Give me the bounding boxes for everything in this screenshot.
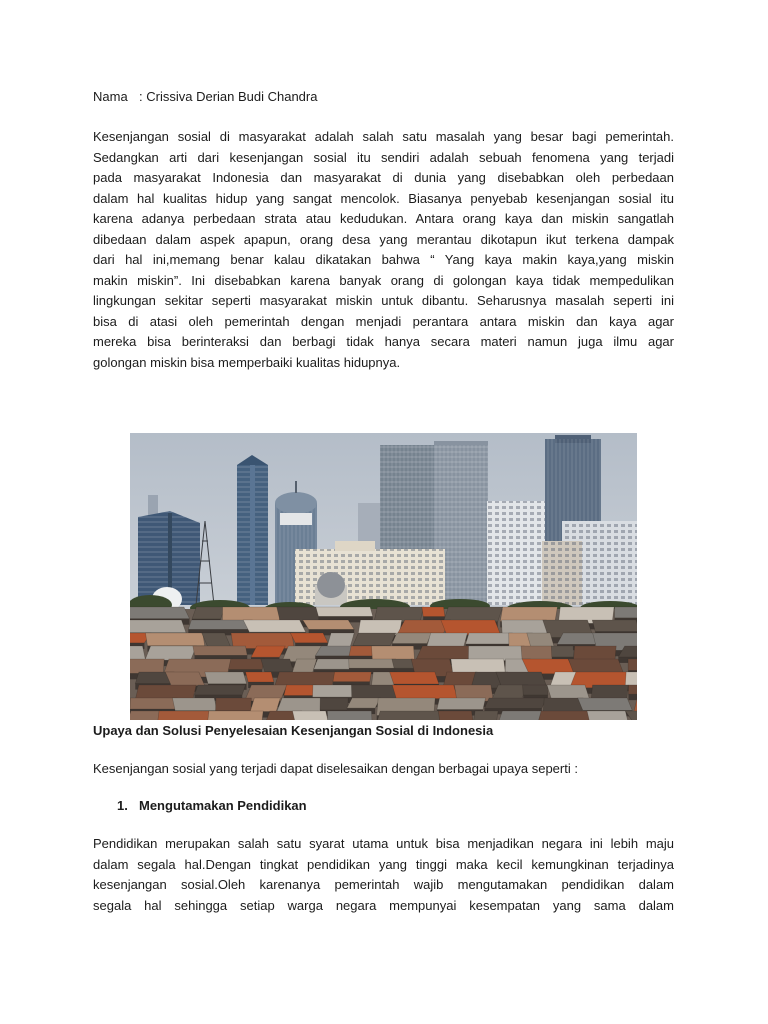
slum-roof: [172, 698, 216, 711]
author-name: Crissiva Derian Budi Chandra: [146, 89, 318, 104]
name-label: Nama: [93, 89, 128, 104]
intro-paragraph: [93, 127, 674, 373]
slum-roof: [578, 698, 633, 710]
slum-roof: [157, 711, 209, 720]
slum-roof: [314, 659, 353, 669]
list-number: 1.: [117, 798, 128, 813]
list-item: [117, 796, 674, 817]
slum-roof: [192, 607, 225, 619]
paragraph-line: dalam hal kualitas hidup yang sangat mencolok. Biasanya penyebab kesenjangan sosial itu: [93, 190, 674, 206]
slum-roof: [416, 646, 474, 659]
slum-roof: [451, 659, 505, 672]
slum-roof: [145, 646, 196, 660]
author-line: [93, 87, 674, 108]
paragraph-line: dibedaan dalam aspek apapun, orang desa yang merantau dikotapun ikut terkena dampak: [93, 231, 674, 247]
slum-roof: [303, 620, 354, 629]
paragraph-line: dari hal ini,memang benar kalau dikatakan bahwa “ Yang kaya makin kaya,yang miskin: [93, 252, 674, 267]
slum-roof: [502, 620, 548, 635]
slum-roof: [316, 607, 373, 616]
cityscape-photo: [130, 433, 637, 720]
slum-roof: [130, 711, 162, 720]
slum-roof: [500, 607, 557, 621]
slum-roof: [523, 685, 548, 695]
education-paragraph: [93, 834, 674, 916]
slum-roof: [205, 672, 247, 684]
slum-roof: [443, 607, 502, 622]
paragraph-line: segala hal sehingga setiap warga negara mempunyai kesempatan yang sama dalam: [93, 897, 674, 913]
slum-roof: [130, 659, 164, 673]
slum-roof: [290, 633, 328, 643]
slum-roof: [216, 698, 252, 711]
paragraph-line: golongan miskin bisa memperbaiki kualitas hidupnya.: [93, 354, 401, 370]
slum-roof: [371, 646, 414, 660]
slum-roof: [320, 698, 348, 710]
slum-roof: [390, 672, 439, 684]
slum-roof: [251, 646, 285, 657]
paragraph-line: karena adanya perbedaan strata atau kedudukan. Antara orang kaya dan miskin sangatlah: [93, 211, 674, 226]
slum-roof: [145, 633, 204, 646]
paragraph-line: lingkungan sekitar seperti masyarakat miskin untuk dibantu. Seharusnya masalah seperti ini: [93, 293, 674, 308]
slum-roof: [392, 633, 432, 644]
section-lead: Kesenjangan sosial yang terjadi dapat diselesaikan dengan berbagai upaya seperti :: [93, 761, 578, 776]
slum-roof: [130, 607, 189, 619]
slum-roof: [245, 672, 273, 682]
slum-roof: [349, 646, 374, 656]
slum-roof: [284, 685, 316, 696]
slum-roof: [130, 698, 177, 709]
slum-roof: [591, 685, 628, 699]
slum-roof: [625, 672, 637, 685]
slum-roof: [484, 698, 546, 708]
paragraph-line: Sedangkan arti dari kesenjangan sosial itu sendiri adalah sebuah fenomena yang terjadi: [93, 149, 674, 165]
slum-roof: [522, 659, 575, 674]
slum-roof: [228, 659, 264, 670]
slum-roof: [165, 672, 205, 686]
paragraph-line: kesenjangan sosial.Oleh karenanya pemerintah wajib mengutamakan pendidikan dalam: [93, 877, 674, 892]
slum-roof: [551, 646, 573, 657]
slum-roof: [392, 685, 457, 699]
paragraph-line: Kesenjangan sosial di masyarakat adalah salah satu masalah yang besar bagi pemerintah.: [93, 129, 674, 144]
slum-roof: [468, 646, 524, 661]
slum-roof: [628, 685, 637, 694]
slum-roof: [438, 711, 474, 720]
slum-roof: [327, 711, 372, 720]
slum-roof: [195, 685, 246, 695]
slum-roof: [538, 711, 595, 720]
slum-roof: [441, 620, 501, 635]
paragraph-line: mereka bisa berinteraksi dan berbagi tidak hanya secara materi namun juga ilmu agar: [93, 334, 674, 349]
name-separator: :: [139, 89, 147, 104]
slum-roof: [349, 659, 396, 668]
paragraph-line: pada masyarakat Indonesia dan masyarakat di dunia yang disebabkan oleh perbedaan: [93, 170, 674, 185]
slum-roof: [374, 607, 423, 622]
slum-roof: [474, 711, 499, 720]
slum-roof: [243, 620, 305, 632]
slum-roof: [207, 711, 263, 720]
slum-roof: [277, 607, 320, 621]
slum-roof: [375, 711, 443, 720]
slum-roof: [313, 685, 354, 697]
slum-wall: [628, 694, 637, 700]
slum-roof: [497, 711, 543, 720]
slum-roof: [188, 620, 252, 629]
slum-roof: [193, 646, 247, 655]
slum-roof: [277, 698, 327, 711]
slum-roof: [547, 685, 589, 699]
slum-roof: [353, 633, 396, 646]
slum-roof: [130, 620, 186, 633]
section-heading: Upaya dan Solusi Penyelesaian Kesenjangan Sosial di Indonesia: [93, 723, 494, 738]
slum-roof: [250, 698, 280, 712]
slum-roof: [437, 698, 486, 710]
slum-roof: [327, 633, 354, 647]
paragraph-line: bisa di atasi oleh pemerintah dengan menjadi perantara antara miskin dan kaya agar: [93, 313, 674, 329]
paragraph-line: dalam segala hal.Dengan tingkat pendidikan yang tinggi maka kecil kemungkinan terjadinya: [93, 856, 674, 872]
slum-roof: [466, 633, 513, 644]
slum-roof: [347, 698, 380, 708]
slum-roof: [587, 711, 629, 720]
slum-roofs: [130, 607, 637, 720]
paragraph-line: Pendidikan merupakan salah satu syarat utama untuk bisa menjadikan negara ini lebih maju: [93, 836, 674, 851]
slum-roof: [615, 607, 637, 618]
slum-roof: [333, 672, 371, 682]
slum-roof: [628, 659, 637, 670]
slum-roof: [592, 620, 637, 632]
cityscape-illustration: [130, 433, 637, 720]
slum-roof: [261, 659, 294, 672]
slum-roof: [293, 711, 329, 720]
list-title: Mengutamakan Pendidikan: [139, 798, 307, 813]
slum-roof: [422, 607, 445, 617]
paragraph-line: makin miskin”. Ini disebabkan karena banyak orang di golongan kaya tidak mempedulikan: [93, 272, 674, 288]
